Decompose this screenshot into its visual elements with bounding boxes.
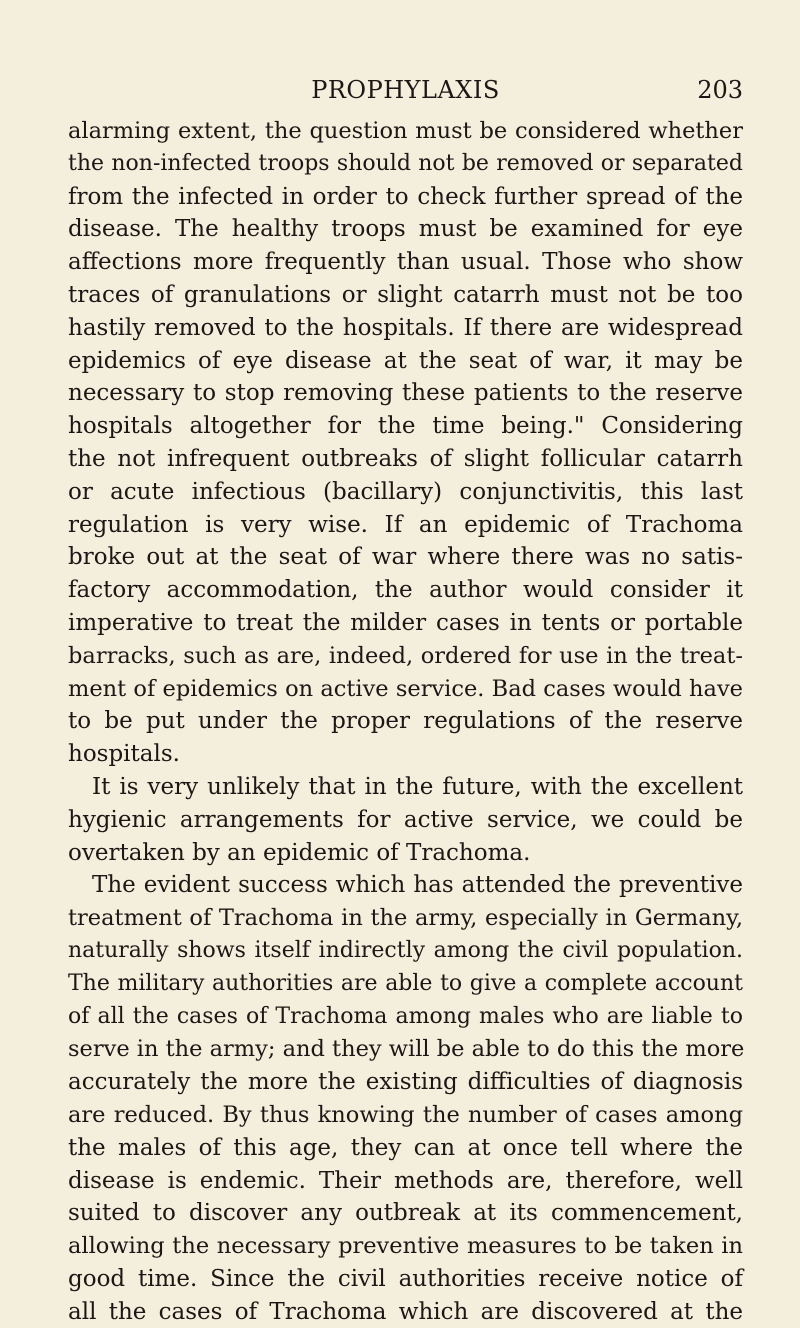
body-text [68,115,743,1328]
text-line: are reduced. By thus knowing the number of cases among [68,1101,743,1128]
text-line: hastily removed to the hospitals. If there are widespread [68,314,743,341]
text-line: The evident success which has attended the preventive [92,872,743,899]
text-line: It is very unlikely that in the future, with the excellent [92,773,743,800]
text-line: overtaken by an epidemic of Trachoma. [68,839,531,866]
text-line: affections more frequently than usual. Those who show [68,249,743,276]
text-line: the not infrequent outbreaks of slight follicular catarrh [68,445,743,472]
text-line: serve in the army; and they will be able to do this the more [68,1036,745,1063]
text-line: traces of granulations or slight catarrh must not be too [68,281,743,308]
text-line: to be put under the proper regulations of the reserve [68,708,743,735]
text-line: allowing the necessary preventive measures to be taken in [68,1233,743,1260]
text-line: accurately the more the existing difficulties of diagnosis [68,1069,743,1096]
text-line: all the cases of Trachoma which are discovered at the [68,1298,743,1325]
text-line: treatment of Trachoma in the army, especially in Germany, [68,905,743,932]
text-line: The military authorities are able to give a complete account [68,970,743,996]
text-line: or acute infectious (bacillary) conjunctivitis, this last [68,478,743,505]
text-line: factory accommodation, the author would consider it [68,577,743,604]
text-line: necessary to stop removing these patients to the reserve [68,380,743,407]
page-number: 203 [697,76,743,104]
text-line: broke out at the seat of war where there was no satis- [68,544,743,571]
text-line: the non-infected troops should not be removed or separated [68,150,743,176]
text-line: barracks, such as are, indeed, ordered for use in the treat- [68,642,743,669]
text-line: good time. Since the civil authorities receive notice of [68,1265,743,1292]
text-line: hospitals. [68,741,180,768]
text-line: from the infected in order to check further spread of the [68,183,743,210]
text-line: naturally shows itself indirectly among the civil population. [68,937,743,963]
text-line: regulation is very wise. If an epidemic of Trachoma [68,511,743,538]
text-line: suited to discover any outbreak at its commencement, [68,1200,743,1227]
text-line: disease. The healthy troops must be examined for eye [68,216,743,243]
text-line: alarming extent, the question must be considered whether [68,118,743,144]
running-title: PROPHYLAXIS [311,76,500,104]
text-line: ment of epidemics on active service. Bad cases would have [68,675,743,702]
text-line: disease is endemic. Their methods are, therefore, well [68,1167,743,1194]
running-head [68,76,743,110]
text-line: hygienic arrangements for active service, we could be [68,806,743,833]
text-line: hospitals altogether for the time being." Considering [68,413,743,440]
text-line: epidemics of eye disease at the seat of war, it may be [68,347,743,374]
text-line: imperative to treat the milder cases in tents or portable [68,609,743,636]
text-line: of all the cases of Trachoma among males who are liable to [68,1003,743,1029]
text-line: the males of this age, they can at once tell where the [68,1134,743,1161]
